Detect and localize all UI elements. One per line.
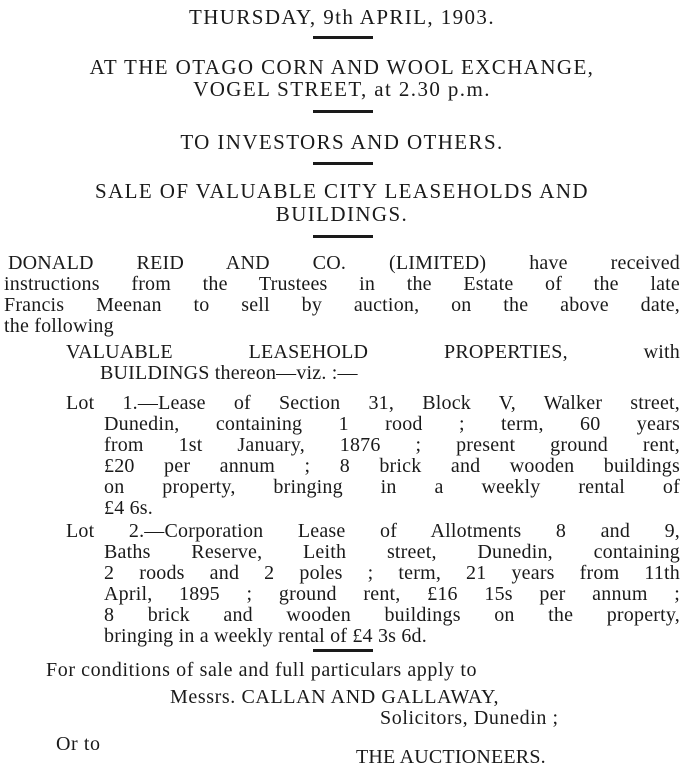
venue-line-1: AT THE OTAGO CORN AND WOOL EXCHANGE, bbox=[89, 55, 595, 79]
properties-heading-line-1: VALUABLE LEASEHOLD PROPERTIES, with bbox=[66, 341, 680, 363]
lot-1-line-6: £4 6s. bbox=[104, 497, 153, 519]
sale-title-line-2: BUILDINGS. bbox=[275, 202, 409, 226]
divider-rule bbox=[313, 649, 373, 652]
lot-1-line-4: £20 per annum ; 8 brick and wooden buildings bbox=[104, 455, 680, 477]
sale-date: THURSDAY, 9th APRIL, 1903. bbox=[189, 5, 495, 29]
intro-line-3: Francis Meenan to sell by auction, on the above date, bbox=[4, 294, 680, 316]
lot-2-line-6: bringing in a weekly rental of £4 3s 6d. bbox=[104, 625, 427, 647]
intro-line-1: DONALD REID AND CO. (LIMITED) have received bbox=[8, 252, 680, 274]
auctioneers-signature: THE AUCTIONEERS. bbox=[356, 746, 546, 768]
sale-title-line-1: SALE OF VALUABLE CITY LEASEHOLDS AND bbox=[95, 179, 589, 203]
lot-2-line-5: 8 brick and wooden buildings on the property, bbox=[104, 604, 680, 626]
lot-1-line-2: Dunedin, containing 1 rood ; term, 60 years bbox=[104, 413, 680, 435]
divider-rule bbox=[313, 162, 373, 165]
audience-heading: TO INVESTORS AND OTHERS. bbox=[180, 130, 504, 154]
properties-heading-line-2: BUILDINGS thereon—viz. :— bbox=[100, 362, 358, 384]
or-to-label: Or to bbox=[56, 733, 101, 755]
divider-rule bbox=[313, 36, 373, 39]
lot-1-line-1: Lot 1.—Lease of Section 31, Block V, Walker street, bbox=[66, 392, 680, 414]
lot-2-line-2: Baths Reserve, Leith street, Dunedin, containing bbox=[104, 541, 680, 563]
intro-line-4: the following bbox=[4, 315, 114, 337]
intro-line-2: instructions from the Trustees in the Estate of the late bbox=[4, 273, 680, 295]
lot-1-line-5: on property, bringing in a weekly rental of bbox=[104, 476, 680, 498]
lot-2-line-3: 2 roods and 2 poles ; term, 21 years from 11th bbox=[104, 562, 680, 584]
lot-1-line-3: from 1st January, 1876 ; present ground rent, bbox=[104, 434, 680, 456]
lot-2-line-4: April, 1895 ; ground rent, £16 15s per annum ; bbox=[104, 583, 680, 605]
solicitors-place: Solicitors, Dunedin ; bbox=[380, 707, 559, 729]
lot-2-line-1: Lot 2.—Corporation Lease of Allotments 8 and 9, bbox=[66, 520, 680, 542]
solicitors-name: Messrs. CALLAN AND GALLAWAY, bbox=[170, 686, 500, 708]
conditions-line: For conditions of sale and full particulars apply to bbox=[46, 659, 478, 681]
venue-line-2: VOGEL STREET, at 2.30 p.m. bbox=[193, 77, 491, 101]
divider-rule bbox=[313, 235, 373, 238]
divider-rule bbox=[313, 110, 373, 113]
